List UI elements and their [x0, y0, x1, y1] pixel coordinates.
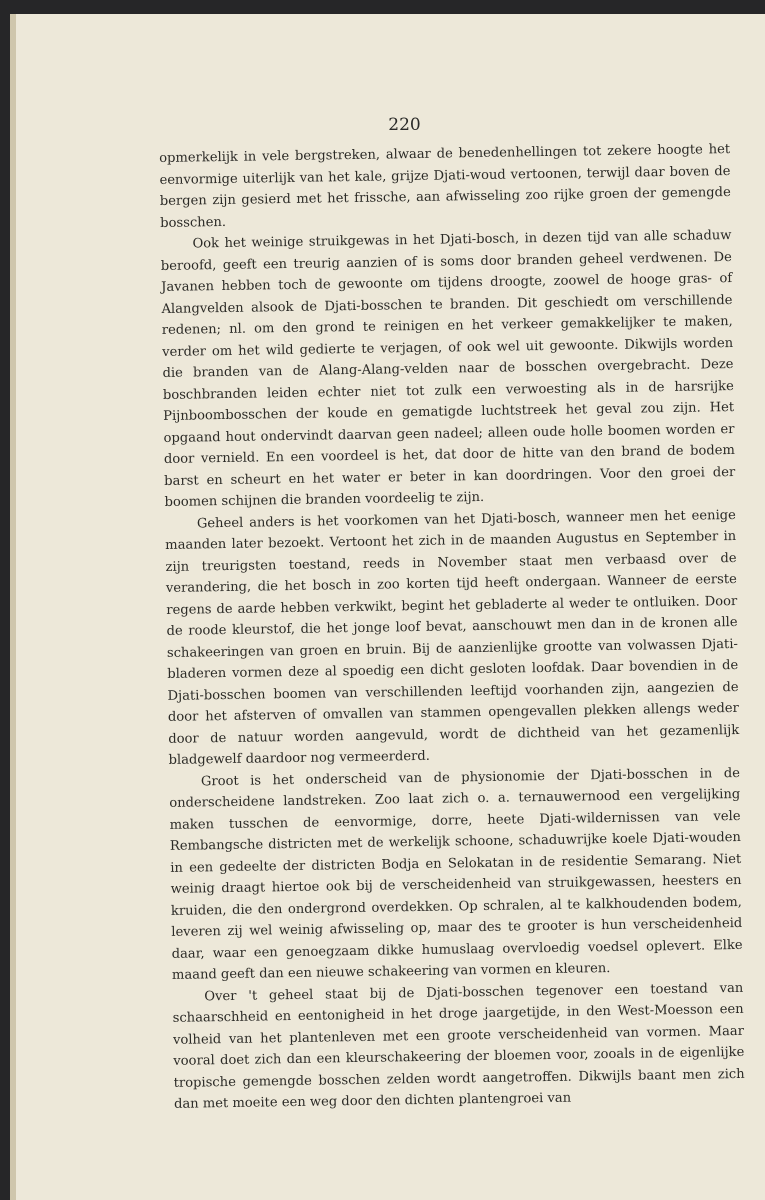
page-number: 220: [388, 115, 421, 135]
paragraph-3: Geheel anders is het voorkomen van het Djati-bosch, wanneer men het eenige maanden later bezoekt. Vertoont het zich in de maanden Augustus en September in zijn treurigsten toestand, reeds in November staat men verbaasd over de verandering, die het bosch in zoo korten tijd heeft ondergaan. Wanneer de eerste regens de aarde hebben verkwikt, begint het gebladerte al weder te ontluiken. Door de roode kleurstof, die het jonge loof bevat, aanschouwt men dan in de kronen alle schakeeringen van groen en bruin. Bij de aanzienlijke grootte van volwassen Djati-bladeren vormen deze al spoedig een dicht gesloten loofdak. Daar bovendien in de Djati-bosschen boomen van verschillenden leeftijd voorhanden zijn, aangezien de door het afsterven of omvallen van stammen opengevallen plekken allengs weder door de natuur worden aangevuld, wordt de dichtheid van het gezamenlijk bladgewelf daardoor nog vermeerderd.: [165, 507, 740, 768]
paragraph-2: Ook het weinige struikgewas in het Djati-bosch, in dezen tijd van alle schaduw beroofd, geeft een treurig aanzien of is soms door branden geheel verdwenen. De Javanen hebben toch de gewoonte om tijdens droogte, zoowel de hooge gras- of Alangvelden alsook de Djati-bosschen te branden. Dit geschiedt om verschillende redenen; nl. om den grond te reinigen en het verkeer gemakkelijker te maken, verder om het wild gedierte te verjagen, of ook wel uit gewoonte. Dikwijls worden die branden van de Alang-Alang-velden naar de bosschen overgebracht. Deze boschbranden leiden echter niet tot zulk een verwoesting als in de harsrijke Pijnboombosschen der koude en gematigde luchtstreek het geval zou zijn. Het opgaand hout ondervindt daarvan geen nadeel; alleen oude holle boomen worden er door vernield. En een voordeel is het, dat door de hitte van den brand de bodem barst en scheurt en het water er beter in kan doordringen. Voor den groei der boomen schijnen die branden voordeelig te zijn.: [160, 228, 736, 510]
paragraph-5: Over 't geheel staat bij de Djati-bosschen tegenover een toestand van schaarschheid en eentonigheid in het droge jaargetijde, in den West-Moesson een volheid van het plantenleven met een groote verscheidenheid van vormen. Maar vooral doet zich dan een kleurschakeering der bloemen voor, zooals in de eigenlijke tropische gemengde bosschen zelden wordt aangetroffen. Dikwijls baant men zich dan met moeite een weg door den dichten plantengroei van: [172, 980, 745, 1112]
paragraph-1: opmerkelijk in vele bergstreken, alwaar de benedenhellingen tot zekere hoogte het eenvormige uiterlijk van het kale, grijze Djati-woud vertoonen, terwijl daar boven de bergen zijn gesierd met het frissche, aan afwisseling zoo rijke groen der gemengde bosschen.: [159, 142, 731, 231]
body-text: [159, 139, 745, 1115]
paragraph-4: Groot is het onderscheid van de physionomie der Djati-bosschen in de onderscheidene landstreken. Zoo laat zich o. a. ternauwernood een vergelijking maken tusschen de eenvormige, dorre, heete Djati-wildernissen van vele Rembangsche districten met de werkelijk schoone, schaduwrijke koele Djati-wouden in een gedeelte der districten Bodja en Selokatan in de residentie Semarang. Niet weinig draagt hiertoe ook bij de verscheidenheid van struikgewassen, heesters en kruiden, die den ondergrond overdekken. Op schralen, al te kalkhoudenden bodem, leveren zij wel weinig afwisseling op, maar des te grooter is hun verscheidenheid daar, waar een genoegzaam dikke humuslaag overvloedig voedsel oplevert. Elke maand geeft dan een nieuwe schakeering van vormen en kleuren.: [169, 765, 743, 983]
